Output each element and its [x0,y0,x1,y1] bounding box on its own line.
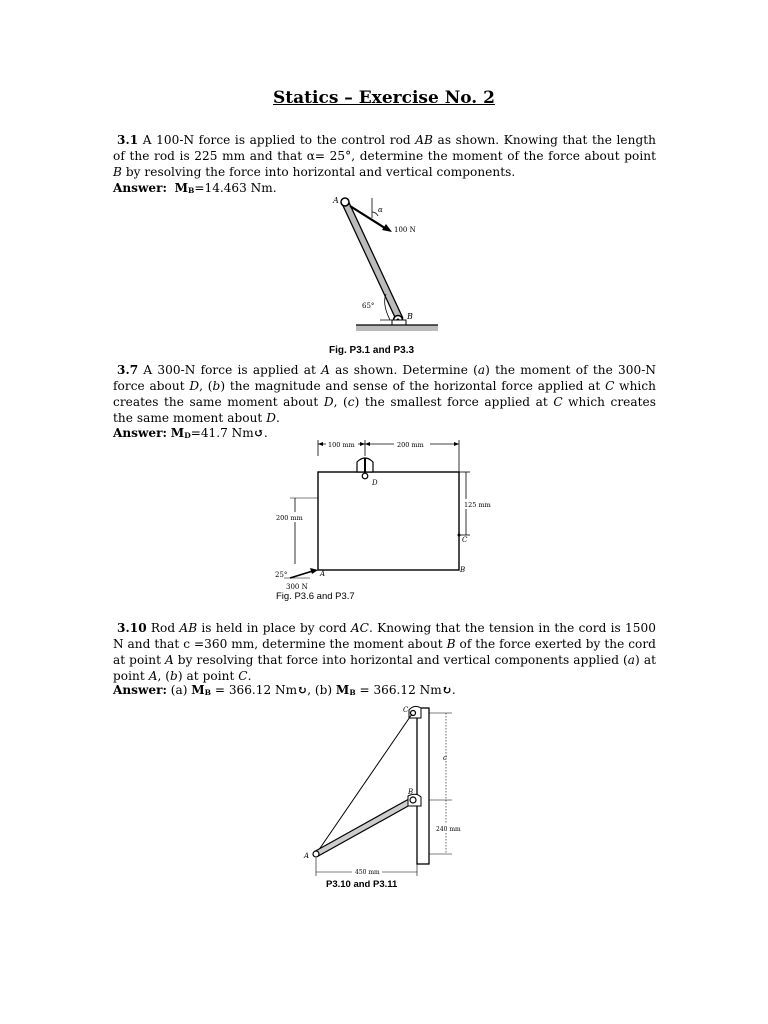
figure-caption-p3-10: P3.10 and P3.11 [326,879,398,890]
force-300n-arrowhead-icon [310,568,318,574]
figure-p3-10 [300,700,470,880]
dim-arrow-1 [318,442,323,446]
ccw-icon: ↺ [253,426,264,440]
label-a: A [320,570,326,578]
dim-arrow-4 [454,442,459,446]
label-a: A [304,852,310,860]
rod-ab-fill [316,800,413,854]
label-b: B [407,312,413,321]
dim-125-label: 125 mm [464,501,491,509]
problem-number: 3.10 [117,621,147,635]
pin-a-icon [313,851,319,857]
rod-cord-diagram [300,700,470,880]
force-arrowhead-icon [382,224,392,232]
pin-a-icon [341,198,349,206]
problem-3-7-answer: Answer: MD=41.7 Nm↺. [113,426,268,440]
label-a: A [333,196,339,205]
label-alpha: α [378,206,383,214]
label-c-top: C [403,706,409,714]
cw-icon: ↻ [441,683,452,697]
label-300n: 300 N [286,583,308,591]
figure-p3-1 [320,190,440,340]
label-25-degrees: 25° [275,571,288,579]
problem-3-7-text: 3.7 A 300-N force is applied at A as shown. Determine (a) the moment of the 300-N force about D, (b) the magnitude and sense of the horizontal force applied at C which creates the same moment about D, (c) the smallest force applied at C which creates the same moment about D. [113,363,657,425]
point-c-icon [458,534,461,537]
label-c: C [462,536,468,544]
figure-caption-p3-7: Fig. P3.6 and P3.7 [276,591,355,602]
dim-200-left-label: 200 mm [276,514,303,522]
cw-icon: ↻ [297,683,308,697]
dim-arrow-2 [360,442,365,446]
figure-caption-p3-1: Fig. P3.1 and P3.3 [329,345,415,356]
control-rod-diagram [320,190,440,340]
ground-hatch [356,325,438,331]
label-65-degrees: 65° [362,302,375,310]
dim-100-label: 100 mm [328,441,355,449]
label-b: B [408,788,414,796]
plate [318,472,459,570]
dim-200-top-label: 200 mm [397,441,424,449]
pin-d-icon [362,473,368,479]
wall-post [417,708,429,864]
problem-3-10-answer: Answer: (a) MB = 366.12 Nm↻, (b) MB = 366.12 Nm↻. [113,683,456,697]
problem-3-10-text: 3.10 Rod AB is held in place by cord AC. Knowing that the tension in the cord is 1500 N and that c =360 mm, determine the moment about B of the force exerted by the cord at point A by resolving that force into horizontal and vertical components applied (a) at point A, (b) at point C. [113,621,657,683]
label-c-dim: c [443,754,447,762]
problem-3-1-answer: Answer: MB=14.463 Nm. [113,181,277,195]
figure-p3-7 [270,438,510,598]
label-240mm: 240 mm [436,826,461,833]
label-force-100n: 100 N [394,226,416,234]
problem-number: 3.7 [117,363,139,377]
label-b: B [460,566,466,574]
dim-arrow-3 [365,442,370,446]
problem-number: 3.1 [117,133,139,147]
problem-3-1-text: 3.1 A 100-N force is applied to the control rod AB as shown. Knowing that the length of the rod is 225 mm and that α= 25°, determine the moment of the force about point B by resolving the force into horizontal and vertical components. [113,133,656,179]
plate-diagram [270,438,510,598]
page-title: Statics – Exercise No. 2 [273,88,495,108]
label-450mm: 450 mm [355,869,380,876]
pin-b-icon [410,797,416,803]
cord-ac [316,714,412,854]
label-d: D [372,479,378,487]
